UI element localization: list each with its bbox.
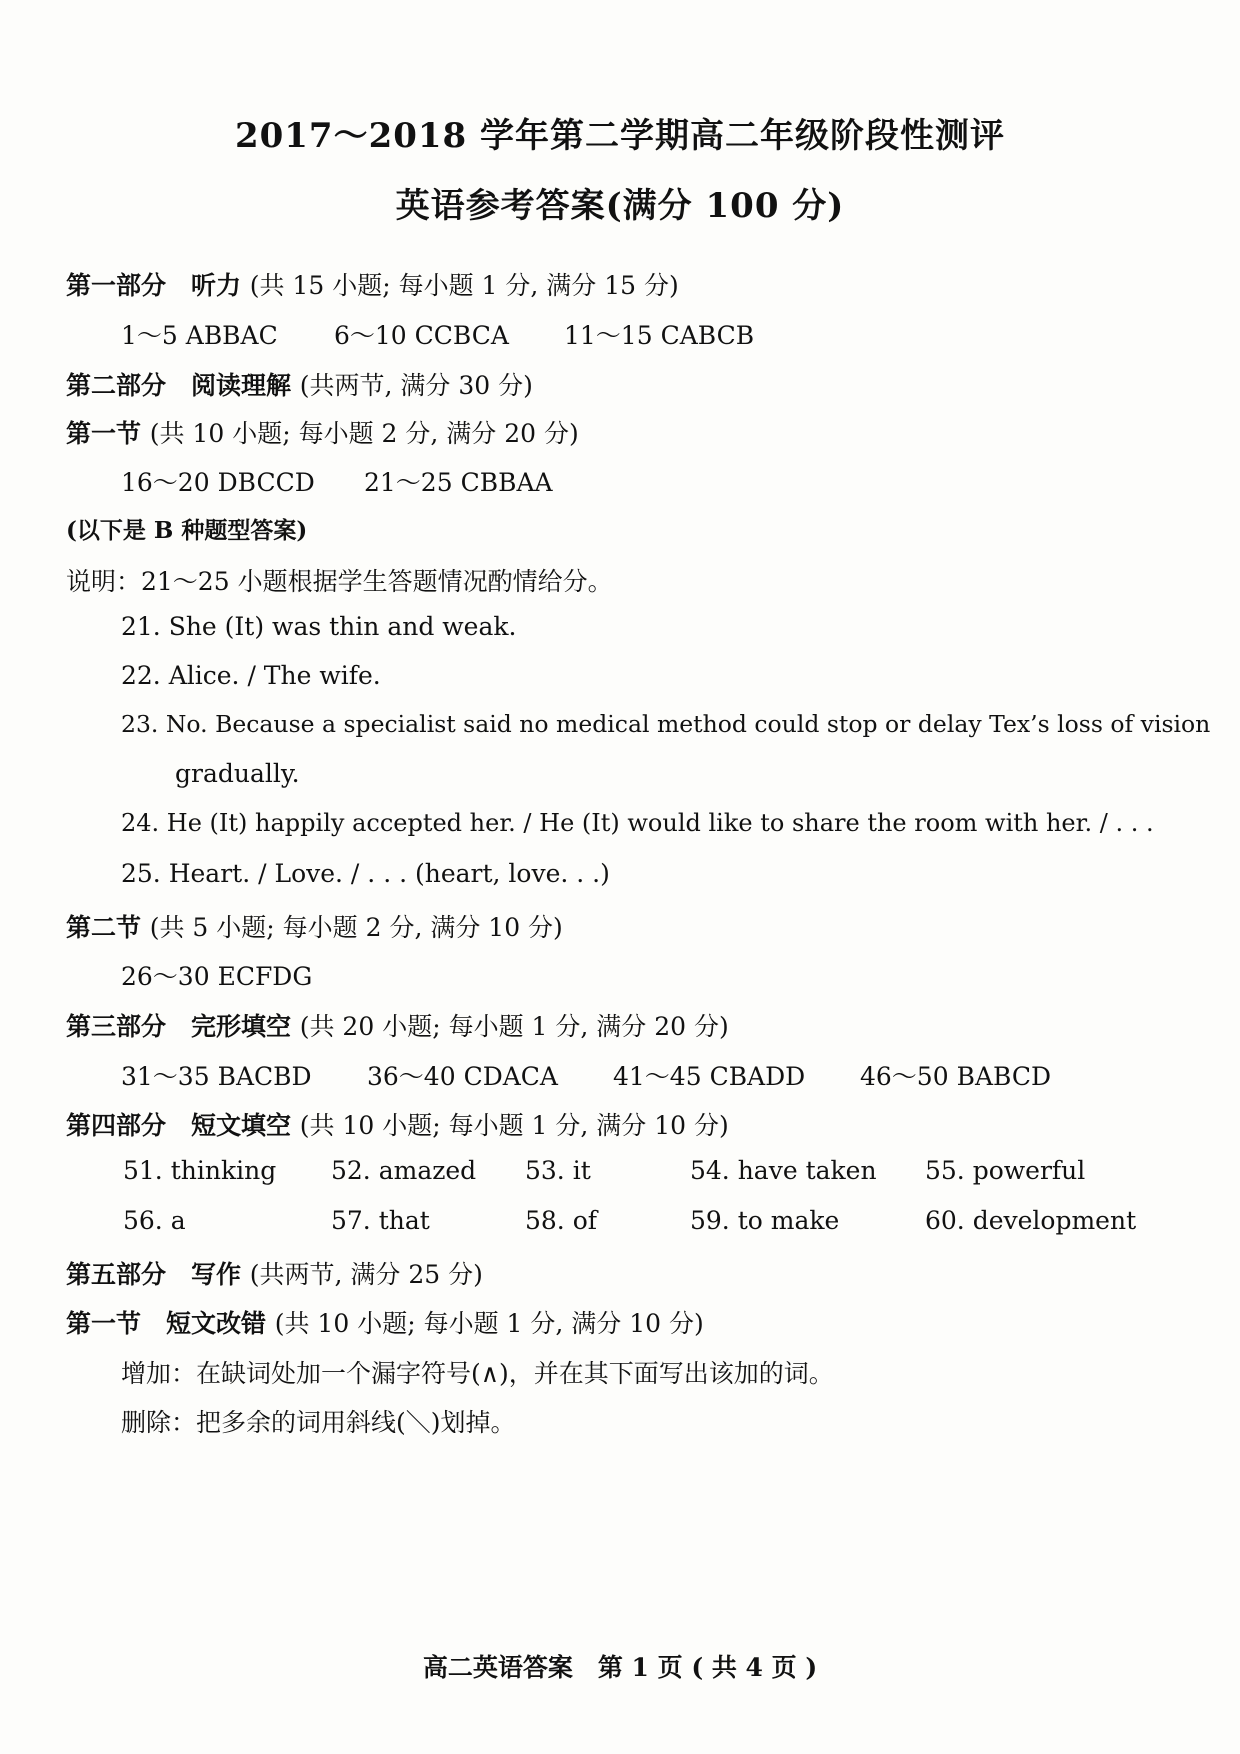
cloze-answer-58: 58. of [525, 1206, 598, 1235]
part2-section1-title: 第一节 [66, 419, 142, 448]
part5-detail: (共两节, 满分 25 分) [249, 1260, 483, 1289]
part3-heading [66, 1007, 729, 1043]
part2-detail: (共两节, 满分 30 分) [299, 371, 533, 400]
part1-title: 第一部分 听力 [66, 271, 242, 300]
explain-note: 说明：21～25 小题根据学生答题情况酌情给分。 [66, 567, 613, 596]
part4-title: 第四部分 短文填空 [66, 1111, 292, 1140]
short-answer-22: 22. Alice. / The wife. [121, 661, 381, 690]
part2-section2-heading [66, 908, 563, 944]
short-answer-23: 23. No. Because a specialist said no medical method could stop or delay Tex’s loss of vision [121, 710, 1211, 738]
cloze-answer-57: 57. that [331, 1206, 430, 1235]
part5-heading [66, 1255, 483, 1291]
part2-section2-detail: (共 5 小题; 每小题 2 分, 满分 10 分) [149, 913, 563, 942]
part3-title: 第三部分 完形填空 [66, 1012, 292, 1041]
part3-answer-3: 41～45 CBADD [613, 1062, 806, 1091]
part5-section1-detail: (共 10 小题; 每小题 1 分, 满分 10 分) [274, 1309, 704, 1338]
part2-answer-1: 16～20 DBCCD [121, 468, 315, 497]
short-answer-23-continued: gradually. [175, 759, 300, 788]
part3-answer-1: 31～35 BACBD [121, 1062, 312, 1091]
delete-rule: 删除：把多余的词用斜线(＼)划掉。 [121, 1408, 516, 1437]
document-subtitle: 英语参考答案(满分 100 分) [395, 186, 845, 226]
document-title: 2017～2018 学年第二学期高二年级阶段性测评 [234, 116, 1006, 156]
part1-answer-1: 1～5 ABBAC [121, 321, 278, 350]
part4-heading [66, 1106, 729, 1142]
part2-section1-heading [66, 414, 579, 450]
short-answer-24: 24. He (It) happily accepted her. / He (It) would like to share the room with her. / . . . [121, 809, 1154, 837]
part3-answer-2: 36～40 CDACA [367, 1062, 558, 1091]
cloze-answer-59: 59. to make [690, 1206, 840, 1235]
part4-detail: (共 10 小题; 每小题 1 分, 满分 10 分) [299, 1111, 729, 1140]
cloze-answer-53: 53. it [525, 1156, 591, 1185]
cloze-answer-54: 54. have taken [690, 1156, 877, 1185]
part1-heading [66, 266, 679, 302]
part2-answer-2: 21～25 CBBAA [364, 468, 553, 497]
page-footer: 高二英语答案 第 1 页 ( 共 4 页 ) [422, 1653, 818, 1682]
part2-title: 第二部分 阅读理解 [66, 371, 292, 400]
part2-section2-title: 第二节 [66, 913, 142, 942]
btype-note: (以下是 B 种题型答案) [66, 517, 308, 544]
part5-section1-heading [66, 1304, 704, 1340]
short-answer-25: 25. Heart. / Love. / . . . (heart, love. . .) [121, 859, 610, 888]
cloze-answer-60: 60. development [925, 1206, 1137, 1235]
part3-answer-4: 46～50 BABCD [860, 1062, 1052, 1091]
add-rule: 增加：在缺词处加一个漏字符号(∧)，并在其下面写出该加的词。 [121, 1359, 834, 1388]
part2-section2-answer: 26～30 ECFDG [121, 962, 313, 991]
part5-section1-title: 第一节 短文改错 [66, 1309, 267, 1338]
cloze-answer-55: 55. powerful [925, 1156, 1086, 1185]
part5-title: 第五部分 写作 [66, 1260, 242, 1289]
cloze-answer-51: 51. thinking [123, 1156, 277, 1185]
part2-heading [66, 366, 533, 402]
part1-answer-3: 11～15 CABCB [564, 321, 755, 350]
cloze-answer-56: 56. a [123, 1206, 186, 1235]
short-answer-21: 21. She (It) was thin and weak. [121, 612, 517, 641]
part2-section1-detail: (共 10 小题; 每小题 2 分, 满分 20 分) [149, 419, 579, 448]
part1-answer-2: 6～10 CCBCA [334, 321, 509, 350]
part1-detail: (共 15 小题; 每小题 1 分, 满分 15 分) [249, 271, 679, 300]
cloze-answer-52: 52. amazed [331, 1156, 477, 1185]
part3-detail: (共 20 小题; 每小题 1 分, 满分 20 分) [299, 1012, 729, 1041]
